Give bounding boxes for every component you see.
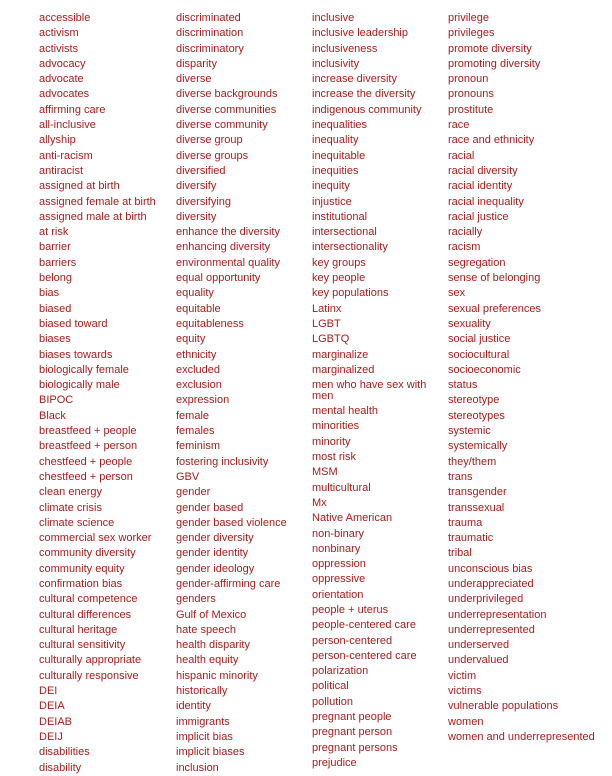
word-item: intersectional xyxy=(312,226,377,239)
word-item: racial xyxy=(448,149,475,162)
word-column-3 xyxy=(312,11,436,771)
word-item: GBV xyxy=(176,470,200,483)
word-item: systemic xyxy=(448,425,491,438)
word-item: community equity xyxy=(39,562,125,575)
word-item: DEIAB xyxy=(39,715,73,728)
word-item: underrepresented xyxy=(448,623,535,636)
word-item: most risk xyxy=(312,451,356,464)
word-item: biased xyxy=(39,302,72,315)
word-item: climate science xyxy=(39,516,115,529)
word-item: people + uterus xyxy=(312,603,389,616)
word-item: pregnant person xyxy=(312,726,393,739)
word-item: diverse community xyxy=(176,119,268,132)
word-item: community diversity xyxy=(39,547,136,560)
word-item: affirming care xyxy=(39,103,106,116)
word-item: Latinx xyxy=(312,302,342,315)
word-item: institutional xyxy=(312,210,368,223)
word-item: advocacy xyxy=(39,57,86,70)
word-item: sense of belonging xyxy=(448,272,541,285)
word-column-4 xyxy=(448,11,598,745)
word-item: diverse communities xyxy=(176,103,277,116)
word-item: inclusivity xyxy=(312,57,360,70)
word-item: DEI xyxy=(39,685,58,698)
word-item: DEIJ xyxy=(39,730,63,743)
word-item: activism xyxy=(39,27,79,40)
word-item: racially xyxy=(448,226,483,239)
word-item: victim xyxy=(448,669,477,682)
word-item: discriminatory xyxy=(176,42,244,55)
word-item: women xyxy=(448,715,484,728)
word-item: race and ethnicity xyxy=(448,134,535,147)
word-item: prejudice xyxy=(312,756,357,769)
word-item: vulnerable populations xyxy=(448,700,559,713)
word-item: increase diversity xyxy=(312,73,397,86)
word-item: gender ideology xyxy=(176,562,255,575)
word-item: racial inequality xyxy=(448,195,524,208)
word-item: oppression xyxy=(312,558,366,571)
word-item: equitable xyxy=(176,302,221,315)
word-item: diverse groups xyxy=(176,149,249,162)
word-item: intersectionality xyxy=(312,241,388,254)
word-item: biases xyxy=(39,333,71,346)
word-item: equitableness xyxy=(176,317,244,330)
word-item: females xyxy=(176,425,215,438)
word-item: they/them xyxy=(448,455,497,468)
word-item: breastfeed + people xyxy=(39,425,137,438)
word-item: diverse xyxy=(176,73,212,86)
word-column-2 xyxy=(176,11,306,776)
word-item: orientation xyxy=(312,588,364,601)
word-item: underappreciated xyxy=(448,577,534,590)
word-item: disability xyxy=(39,761,82,774)
word-item: at risk xyxy=(39,226,69,239)
word-item: cultural sensitivity xyxy=(39,639,126,652)
word-item: culturally appropriate xyxy=(39,654,142,667)
word-item: traumatic xyxy=(448,532,494,545)
word-item: status xyxy=(448,379,478,392)
word-item: clean energy xyxy=(39,486,102,499)
word-item: feminism xyxy=(176,440,221,453)
word-item: Native American xyxy=(312,512,393,525)
word-item: victims xyxy=(448,685,482,698)
word-item: MSM xyxy=(312,466,338,479)
word-item: unconscious bias xyxy=(448,562,533,575)
word-item: prostitute xyxy=(448,103,494,116)
word-item: diversify xyxy=(176,180,217,193)
word-item: marginalized xyxy=(312,363,375,376)
word-item: Gulf of Mexico xyxy=(176,608,247,621)
word-item: trauma xyxy=(448,516,483,529)
word-item: health equity xyxy=(176,654,239,667)
word-item: discriminated xyxy=(176,12,241,24)
word-item: undervalued xyxy=(448,654,509,667)
word-item: gender based violence xyxy=(176,516,287,529)
word-item: culturally responsive xyxy=(39,669,139,682)
word-item: excluded xyxy=(176,363,221,376)
word-item: hate speech xyxy=(176,623,236,636)
word-item: person-centered care xyxy=(312,649,417,662)
word-item: expression xyxy=(176,394,230,407)
word-item: mental health xyxy=(312,405,379,418)
word-item: commercial sex worker xyxy=(39,532,152,545)
word-item: oppressive xyxy=(312,573,366,586)
word-item: key people xyxy=(312,272,366,285)
word-item: enhancing diversity xyxy=(176,241,271,254)
word-item: transgender xyxy=(448,486,507,499)
word-item: inequitable xyxy=(312,149,366,162)
word-item: tribal xyxy=(448,547,472,560)
word-item: pregnant persons xyxy=(312,741,398,754)
word-item: bias xyxy=(39,287,60,300)
word-item: exclusion xyxy=(176,379,222,392)
word-item: biased toward xyxy=(39,317,108,330)
word-item: LGBT xyxy=(312,317,341,330)
word-item: DEIA xyxy=(39,700,65,713)
word-item: underprivileged xyxy=(448,593,524,606)
word-item: identity xyxy=(176,700,211,713)
word-item: marginalize xyxy=(312,348,369,361)
word-item: allyship xyxy=(39,134,76,147)
word-item: cultural differences xyxy=(39,608,132,621)
word-item: key groups xyxy=(312,256,366,269)
word-item: fostering inclusivity xyxy=(176,455,269,468)
word-item: discrimination xyxy=(176,27,244,40)
word-item: gender-affirming care xyxy=(176,577,281,590)
word-item: racial diversity xyxy=(448,164,518,177)
word-item: underrepresentation xyxy=(448,608,547,621)
word-item: climate crisis xyxy=(39,501,102,514)
word-item: disparity xyxy=(176,57,217,70)
word-item: pronoun xyxy=(448,73,489,86)
word-item: inequity xyxy=(312,180,350,193)
word-item: biologically male xyxy=(39,379,120,392)
word-item: pollution xyxy=(312,695,353,708)
word-item: underserved xyxy=(448,639,510,652)
word-item: inequities xyxy=(312,164,359,177)
word-item: assigned male at birth xyxy=(39,210,147,223)
word-item: biologically female xyxy=(39,363,129,376)
word-item: diversifying xyxy=(176,195,232,208)
word-item: racism xyxy=(448,241,481,254)
word-item: LGBTQ xyxy=(312,333,350,346)
word-item: chestfeed + person xyxy=(39,470,133,483)
word-item: implicit biases xyxy=(176,746,245,759)
word-item: racial justice xyxy=(448,210,509,223)
word-item: polarization xyxy=(312,665,369,678)
word-item: stereotype xyxy=(448,394,500,407)
word-item: nonbinary xyxy=(312,542,361,555)
word-item: injustice xyxy=(312,195,352,208)
word-item: biases towards xyxy=(39,348,113,361)
word-item: non-binary xyxy=(312,527,364,540)
word-item: social justice xyxy=(448,333,511,346)
word-item: chestfeed + people xyxy=(39,455,133,468)
word-item: socioeconomic xyxy=(448,363,521,376)
word-item: barrier xyxy=(39,241,71,254)
word-item: implicit bias xyxy=(176,730,233,743)
word-item: BIPOC xyxy=(39,394,74,407)
word-item: indigenous community xyxy=(312,103,422,116)
word-item: sociocultural xyxy=(448,348,510,361)
word-item: belong xyxy=(39,272,73,285)
word-item: inequalities xyxy=(312,119,368,132)
word-item: equal opportunity xyxy=(176,272,261,285)
word-item: gender based xyxy=(176,501,244,514)
word-item: assigned at birth xyxy=(39,180,120,193)
word-item: promote diversity xyxy=(448,42,532,55)
word-item: advocate xyxy=(39,73,84,86)
word-item: pronouns xyxy=(448,88,494,101)
word-item: advocates xyxy=(39,88,90,101)
word-item: diverse backgrounds xyxy=(176,88,278,101)
word-item: health disparity xyxy=(176,639,250,652)
word-item: immigrants xyxy=(176,715,230,728)
word-item: Mx xyxy=(312,496,327,509)
word-item: inclusion xyxy=(176,761,219,774)
word-item: diverse group xyxy=(176,134,243,147)
word-item: promoting diversity xyxy=(448,57,541,70)
word-item: gender identity xyxy=(176,547,249,560)
word-item: people-centered care xyxy=(312,619,416,632)
word-item: female xyxy=(176,409,210,422)
word-item: racial identity xyxy=(448,180,513,193)
word-item: hispanic minority xyxy=(176,669,258,682)
word-item: confirmation bias xyxy=(39,577,123,590)
word-item: stereotypes xyxy=(448,409,505,422)
word-column-1 xyxy=(39,11,169,776)
word-item: women and underrepresented xyxy=(448,730,595,743)
word-item: key populations xyxy=(312,287,389,300)
word-item: cultural heritage xyxy=(39,623,118,636)
word-item: equality xyxy=(176,287,214,300)
word-item: segregation xyxy=(448,256,506,269)
word-item: all-inclusive xyxy=(39,119,96,132)
word-item: men who have sex with men xyxy=(312,379,427,403)
word-item: gender diversity xyxy=(176,532,254,545)
word-item: equity xyxy=(176,333,206,346)
word-item: sexuality xyxy=(448,317,491,330)
word-item: cultural competence xyxy=(39,593,138,606)
word-item: increase the diversity xyxy=(312,88,416,101)
word-item: gender xyxy=(176,486,211,499)
word-item: minorities xyxy=(312,420,360,433)
word-item: assigned female at birth xyxy=(39,195,156,208)
word-item: sexual preferences xyxy=(448,302,541,315)
word-item: race xyxy=(448,119,470,132)
word-item: diversified xyxy=(176,164,226,177)
word-item: anti-racism xyxy=(39,149,93,162)
word-item: disabilities xyxy=(39,746,90,759)
word-item: privilege xyxy=(448,12,489,24)
word-item: antiracist xyxy=(39,164,84,177)
word-item: diversity xyxy=(176,210,217,223)
word-item: inclusive xyxy=(312,12,355,24)
word-item: transsexual xyxy=(448,501,505,514)
word-item: systemically xyxy=(448,440,508,453)
word-item: inclusiveness xyxy=(312,42,378,55)
word-item: ethnicity xyxy=(176,348,217,361)
word-item: inequality xyxy=(312,134,359,147)
word-item: breastfeed + person xyxy=(39,440,138,453)
word-item: environmental quality xyxy=(176,256,280,269)
word-item: activists xyxy=(39,42,79,55)
word-item: pregnant people xyxy=(312,711,392,724)
word-item: Black xyxy=(39,409,66,422)
word-item: genders xyxy=(176,593,216,606)
word-item: multicultural xyxy=(312,481,371,494)
word-item: minority xyxy=(312,435,351,448)
word-item: person-centered xyxy=(312,634,393,647)
word-item: political xyxy=(312,680,349,693)
word-item: enhance the diversity xyxy=(176,226,280,239)
word-item: inclusive leadership xyxy=(312,27,408,40)
word-item: privileges xyxy=(448,27,495,40)
word-item: historically xyxy=(176,685,228,698)
word-item: sex xyxy=(448,287,466,300)
word-item: trans xyxy=(448,470,473,483)
word-item: accessible xyxy=(39,12,91,24)
word-item: barriers xyxy=(39,256,77,269)
